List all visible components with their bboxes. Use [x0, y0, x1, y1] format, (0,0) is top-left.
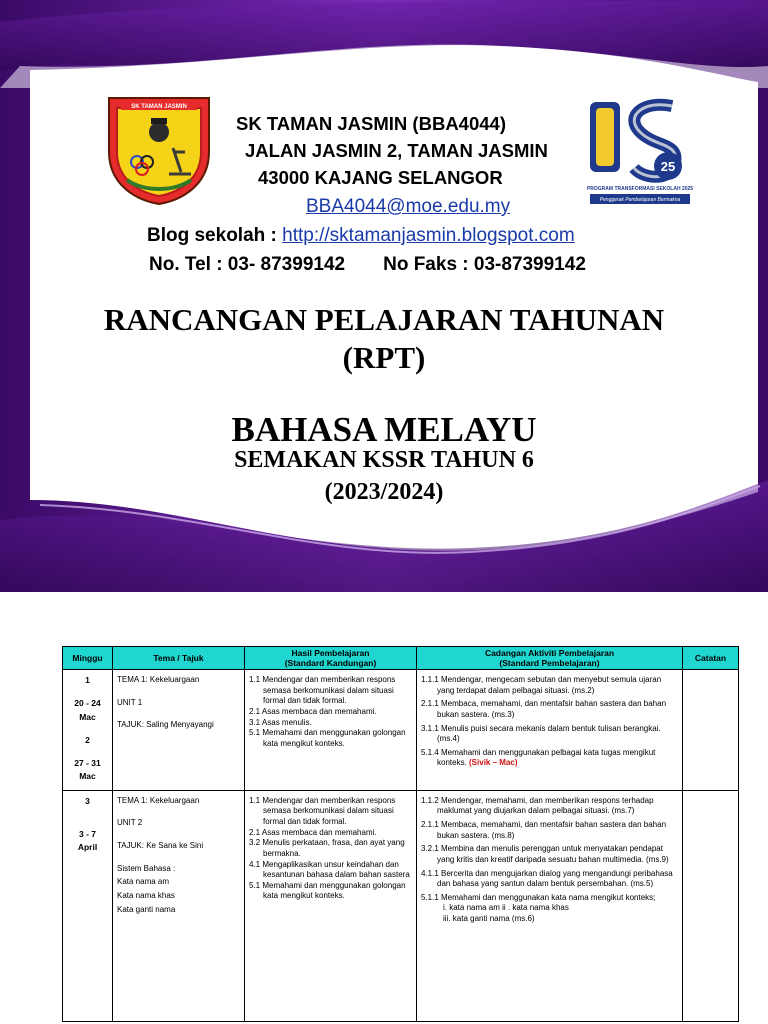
week-dates: 27 - 31 [74, 758, 101, 769]
week-dates: 20 - 24 [74, 698, 101, 709]
grammar-item: Kata nama am [117, 877, 170, 887]
topic-label: TAJUK: Saling Menyayangi [117, 720, 214, 730]
header-activity [417, 647, 683, 670]
notes-cell [683, 670, 739, 791]
address-line-2: 43000 KAJANG SELANGOR [258, 167, 503, 188]
activity-subitem: iii. kata ganti nama (ms.6) [443, 914, 535, 924]
header-outcome-title: Hasil Pembelajaran [291, 647, 370, 658]
contact-line [149, 254, 586, 276]
school-name: SK TAMAN JASMIN (BBA4044) [236, 113, 506, 134]
outcome-item: 5.1 Memahami dan menggunakan golongan kata mengikut konteks. [249, 880, 406, 901]
topic-label: TAJUK: Ke Sana ke Sini [117, 841, 204, 851]
svg-text:25: 25 [660, 159, 676, 174]
rpt-table [62, 646, 739, 1022]
grammar-item: Kata nama khas [117, 890, 175, 900]
unit-label: UNIT 1 [117, 697, 143, 707]
activity-item: 1.1.2 Mendengar, memahami, dan memberikan respons terhadap maklumat yang diujarkan dalam pelbagai situasi. (ms.7) [421, 795, 654, 816]
outcome-cell [245, 790, 417, 1021]
table-row [63, 790, 739, 1021]
fax-number: No Faks : 03-87399142 [383, 254, 586, 275]
activity-cell [417, 790, 683, 1021]
svg-text:Penggerak Pembelajaran Bermakn: Penggerak Pembelajaran Bermakna [599, 197, 681, 203]
header-week: Minggu [63, 647, 113, 670]
year-title: (2023/2024) [324, 479, 444, 505]
week-number: 3 [85, 795, 90, 806]
table-row [63, 670, 739, 791]
outcome-item: 3.2 Menulis perkataan, frasa, dan ayat yang bermakna. [249, 838, 405, 858]
revision-title: SEMAKAN KSSR TAHUN 6 [234, 447, 534, 473]
notes-cell [683, 790, 739, 1021]
week-cell [63, 790, 113, 1021]
address-line-1: JALAN JASMIN 2, TAMAN JASMIN [245, 140, 548, 161]
activity-item: 4.1.1 Bercerita dan mengujarkan dialog yang mengandungi peribahasa dan bahasa yang santun dalam bentuk persembahan. (ms.5) [421, 868, 673, 889]
svg-text:SK TAMAN JASMIN: SK TAMAN JASMIN [131, 104, 187, 110]
blog-label: Blog sekolah : [147, 225, 283, 246]
outcome-item: 2.1 Asas membaca dan memahami. [249, 827, 377, 837]
transformation-program-logo [584, 96, 696, 210]
header-theme: Tema / Tajuk [113, 647, 245, 670]
header-outcome [245, 647, 417, 670]
activity-item: 3.1.1 Menulis puisi secara mekanis dalam bentuk tulisan berangkai. (ms.4) [421, 723, 661, 744]
activity-item: 1.1.1 Mendengar, mengecam sebutan dan menyebut semula ujaran yang terdapat dalam pelbagai situasi. (ms.2) [421, 675, 662, 695]
doc-title-line-1: RANCANGAN PELAJARAN TAHUNAN [103, 302, 665, 337]
outcome-item: 3.1 Asas menulis. [249, 717, 312, 727]
outcome-item: 2.1 Asas membaca dan memahami. [249, 706, 377, 716]
theme-cell [113, 670, 245, 791]
header-activity-sub: (Standard Pembelajaran) [499, 658, 600, 668]
blog-line [147, 225, 575, 247]
activity-text: 5.1.4 Memahami dan menggunakan pelbagai kata tugas mengikut konteks. [421, 747, 656, 768]
week-month: Mac [79, 711, 96, 722]
week-month: Mac [79, 771, 96, 782]
theme-label: TEMA 1: Kekeluargaan [117, 795, 200, 805]
activity-item [421, 893, 678, 925]
unit-label: UNIT 2 [117, 818, 143, 828]
header-activity-title: Cadangan Aktiviti Pembelajaran [484, 647, 615, 658]
blog-link[interactable]: http://sktamanjasmin.blogspot.com [282, 225, 575, 246]
week-dates: 3 - 7 [78, 829, 96, 840]
week-number: 2 [85, 734, 90, 745]
doc-title-line-2: (RPT) [342, 340, 426, 375]
outcome-item: 1.1 Mendengar dan memberikan respons semasa berkomunikasi dalam situasi formal dan tidak formal. [249, 795, 396, 827]
activity-text: 5.1.1 Memahami dan menggunakan kata nama mengikut konteks; [421, 892, 656, 902]
theme-cell [113, 790, 245, 1021]
activity-item: 2.1.1 Membaca, memahami, dan mentafsir bahan sastera dan bahan bukan sastera. (ms.8) [421, 820, 667, 840]
activity-cell [417, 670, 683, 791]
header-notes: Catatan [683, 647, 739, 670]
outcome-cell [245, 670, 417, 791]
activity-item: 2.1.1 Membaca, memahami, dan mentafsir bahan sastera dan bahan bukan sastera. (ms.3) [421, 699, 667, 719]
email-link[interactable]: BBA4044@moe.edu.my [306, 196, 511, 217]
activity-item [421, 748, 678, 769]
theme-label: TEMA 1: Kekeluargaan [117, 675, 200, 684]
activity-item: 3.2.1 Membina dan menulis perenggan untuk menyatakan pendapat yang kritis dan kreatif daripada sesuatu bahan multimedia. (ms.9) [421, 844, 669, 864]
grammar-item: Kata ganti nama [117, 904, 176, 914]
week-number: 1 [85, 675, 90, 685]
week-cell [63, 670, 113, 791]
table-header-row [63, 647, 739, 670]
week-month: April [77, 842, 98, 853]
subject-title: BAHASA MELAYU [231, 410, 537, 449]
outcome-item: 5.1 Memahami dan menggunakan golongan kata mengikut konteks. [249, 728, 406, 748]
header-outcome-sub: (Standard Kandungan) [284, 658, 377, 668]
activity-subitem: i. kata nama am ii . kata nama khas [443, 903, 569, 913]
outcome-item: 4.1 Mengaplikasikan unsur keindahan dan kesantunan bahasa dalam bahan sastera [249, 859, 410, 880]
sivik-highlight: (Sivik – Mac) [469, 758, 518, 768]
grammar-title: Sistem Bahasa : [117, 863, 176, 873]
tel-number: No. Tel : 03- 87399142 [149, 254, 346, 275]
svg-text:PROGRAM TRANSFORMASI SEKOLAH 2: PROGRAM TRANSFORMASI SEKOLAH 2025 [586, 186, 694, 192]
outcome-item: 1.1 Mendengar dan memberikan respons semasa berkomunikasi dalam situasi formal dan tidak formal. [249, 675, 396, 706]
school-crest-logo [103, 92, 215, 206]
